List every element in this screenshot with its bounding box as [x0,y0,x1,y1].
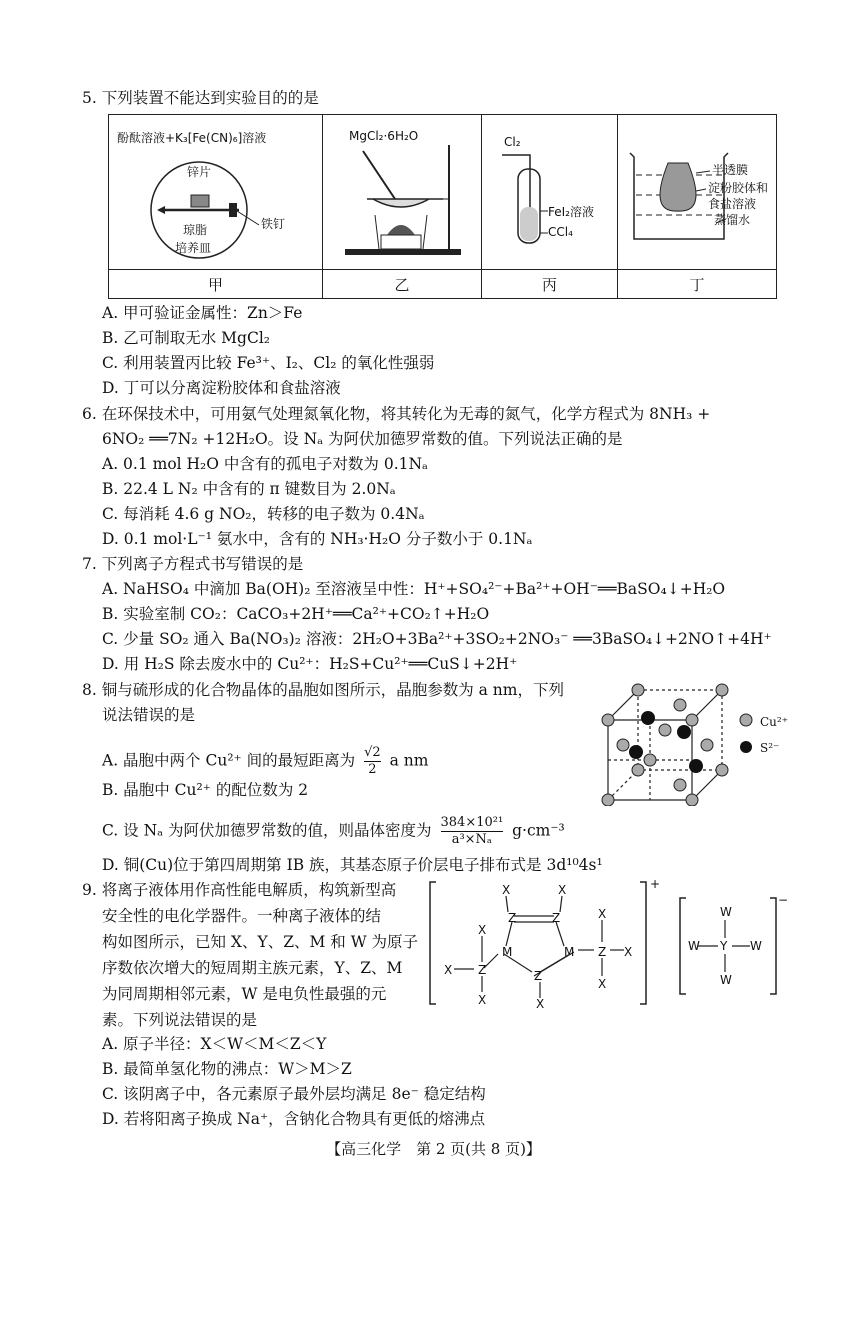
q9-stem-line5: 为同周期相邻元素，W 是电负性最强的元 [102,985,387,1003]
q9-stem-line4: 序数依次增大的短周期主族元素，Y、Z、M [102,959,403,977]
q8-stem-line1: 8. 铜与硫形成的化合物晶体的晶胞如图所示，晶胞参数为 a nm，下列 [82,681,564,699]
label-ding: 丁 [618,270,777,299]
atom-x: X [536,997,545,1011]
atom-z: Z [598,945,607,959]
q9-option-c: C. 该阴离子中，各元素原子最外层均满足 8e⁻ 稳定结构 [102,1085,486,1103]
q6-option-a: A. 0.1 mol H₂O 中含有的孤电子对数为 0.1Nₐ [102,455,429,473]
q6-option-d: D. 0.1 mol·L⁻¹ 氨水中，含有的 NH₃·H₂O 分子数小于 0.1Nₐ [102,530,533,548]
q8-option-a: A. 晶胞中两个 Cu²⁺ 间的最短距离为 $\frac{√2}{2}$ a nm [102,745,429,777]
q9-option-b: B. 最简单氢化物的沸点：W＞M＞Z [102,1060,352,1078]
q6-stem-line2: 6NO₂ ══7N₂ +12H₂O。设 Nₐ 为阿伏加德罗常数的值。下列说法正确的是 [102,430,623,448]
q9-stem-line2: 安全性的电化学器件。一种离子液体的结 [102,907,382,925]
q6-stem-line1: 6. 在环保技术中，可用氨气处理氮氧化物，将其转化为无毒的氮气，化学方程式为 8NH₃ + [82,405,711,423]
q9-option-a: A. 原子半径：X＜W＜M＜Z＜Y [102,1035,327,1053]
label-jia: 甲 [109,270,323,299]
q5-option-d: D. 丁可以分离淀粉胶体和食盐溶液 [102,379,341,397]
q9-stem-line6: 素。下列说法错误的是 [102,1011,258,1029]
q9-stem-line3: 构如图所示，已知 X、Y、Z、M 和 W 为原子 [102,933,419,951]
atom-x: X [444,963,453,977]
cation-charge: + [650,877,661,891]
atom-z: Z [508,911,517,925]
q6-option-c: C. 每消耗 4.6 g NO₂，转移的电子数为 0.4Nₐ [102,505,425,523]
apparatus-ding: 半透膜 淀粉胶体和 食盐溶液 蒸馏水 [618,115,777,270]
q7-option-d: D. 用 H₂S 除去废水中的 Cu²⁺：H₂S+Cu²⁺══CuS↓+2H⁺ [102,655,518,673]
atom-x: X [598,907,607,921]
q5-option-b: B. 乙可制取无水 MgCl₂ [102,329,270,347]
q9-stem-line1: 9. 将离子液体用作高性能电解质，构筑新型高 [82,881,397,899]
atom-w: W [720,973,732,987]
q7-stem: 7. 下列离子方程式书写错误的是 [82,555,304,573]
legend-cu: Cu²⁺ [760,715,789,729]
petri-dish-diagram [109,115,321,268]
atom-w: W [720,905,732,919]
apparatus-bing: Cl₂ FeI₂溶液 CCl₄ [482,115,618,270]
q8-stem-line2: 说法错误的是 [102,706,196,724]
atom-m: M [564,945,575,959]
q7-option-a: A. NaHSO₄ 中滴加 Ba(OH)₂ 至溶液呈中性：H⁺+SO₄²⁻+Ba²⁺+OH⁻══BaSO₄↓+H₂O [102,580,726,598]
page-footer: 【高三化学 第 2 页(共 8 页)】 [326,1140,541,1158]
q9-option-d: D. 若将阳离子换成 Na⁺，含钠化合物具有更低的熔沸点 [102,1110,486,1128]
q8-option-b: B. 晶胞中 Cu²⁺ 的配位数为 2 [102,781,309,799]
apparatus-yi: MgCl₂·6H₂O [323,115,482,270]
q7-option-c: C. 少量 SO₂ 通入 Ba(NO₃)₂ 溶液：2H₂O+3Ba²⁺+3SO₂+2NO₃⁻ ══3BaSO₄↓+2NO↑+4H⁺ [102,630,772,648]
atom-y: Y [720,939,728,953]
q5-stem: 5. 下列装置不能达到实验目的的是 [82,89,319,107]
anion-charge: − [778,893,788,907]
q5-option-c: C. 利用装置丙比较 Fe³⁺、I₂、Cl₂ 的氧化性强弱 [102,354,435,372]
q8-option-c: C. 设 Nₐ 为阿伏加德罗常数的值，则晶体密度为 $\frac{\text{384×10²¹}}{\text{a³×Nₐ}}$ g·cm⁻³ [102,815,565,847]
atom-z: Z [534,969,543,983]
evaporating-dish-diagram [323,115,480,268]
atom-z: Z [552,911,561,925]
apparatus-table [108,114,777,299]
atom-w: W [688,939,700,953]
atom-x: X [598,977,607,991]
atom-x: X [624,945,633,959]
q7-option-b: B. 实验室制 CO₂：CaCO₃+2H⁺══Ca²⁺+CO₂↑+H₂O [102,605,490,623]
atom-m: M [502,945,513,959]
q6-option-b: B. 22.4 L N₂ 中含有的 π 键数目为 2.0Nₐ [102,480,396,498]
atom-x: X [558,883,567,897]
test-tube-diagram [482,115,616,268]
atom-x: X [478,923,487,937]
legend-s: S²⁻ [760,741,780,755]
q8-option-d: D. 铜(Cu)位于第四周期第 ⅠB 族，其基态原子价层电子排布式是 3d¹⁰4s¹ [102,856,603,874]
atom-x: X [502,883,511,897]
apparatus-jia: 酚酞溶液+K₃[Fe(CN)₆]溶液 锌片 铁钉 琼脂 培养皿 [109,115,323,270]
label-bing: 丙 [482,270,618,299]
atom-z: Z [478,963,487,977]
ionic-liquid-structure [428,876,788,1011]
atom-x: X [478,993,487,1007]
q5-option-a: A. 甲可验证金属性：Zn＞Fe [102,304,303,322]
atom-w: W [750,939,762,953]
label-yi: 乙 [323,270,482,299]
